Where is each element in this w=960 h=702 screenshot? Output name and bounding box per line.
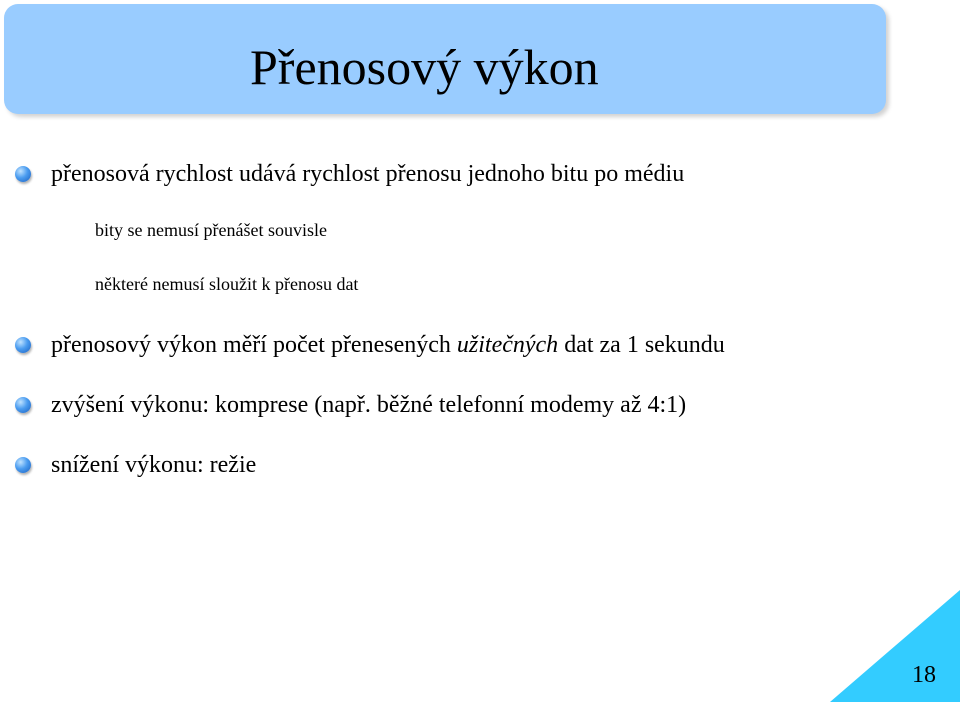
bullet-item-decrease xyxy=(51,450,256,480)
bullet-icon xyxy=(15,397,31,413)
bullet-text-emphasis: užitečných xyxy=(456,332,559,358)
sub-item-not-for-data xyxy=(95,272,358,296)
bullet-text-end: dat za 1 sekundu xyxy=(558,332,725,358)
bullet-item-transfer-rate xyxy=(51,159,684,189)
bullet-icon xyxy=(15,166,31,182)
sub-item-bits-not-contiguous xyxy=(95,218,327,242)
slide-title: Přenosový výkon xyxy=(250,39,599,95)
bullet-text: zvýšení výkonu: komprese (např. běžné telefonní modemy až 4:1) xyxy=(51,392,687,418)
bullet-text-start: přenosový výkon měří počet přenesených xyxy=(51,332,457,358)
bullet-icon xyxy=(15,337,31,353)
page-number: 18 xyxy=(912,662,936,688)
sub-item-text: bity se nemusí přenášet souvisle xyxy=(95,220,327,240)
bullet-item-increase xyxy=(51,390,686,420)
corner-triangle xyxy=(830,590,960,702)
sub-item-text: některé nemusí sloužit k přenosu dat xyxy=(95,274,359,294)
bullet-item-throughput xyxy=(51,330,725,360)
bullet-icon xyxy=(15,457,31,473)
bullet-text: snížení výkonu: režie xyxy=(51,452,257,478)
bullet-text: přenosová rychlost udává rychlost přenosu jednoho bitu po médiu xyxy=(51,161,685,187)
